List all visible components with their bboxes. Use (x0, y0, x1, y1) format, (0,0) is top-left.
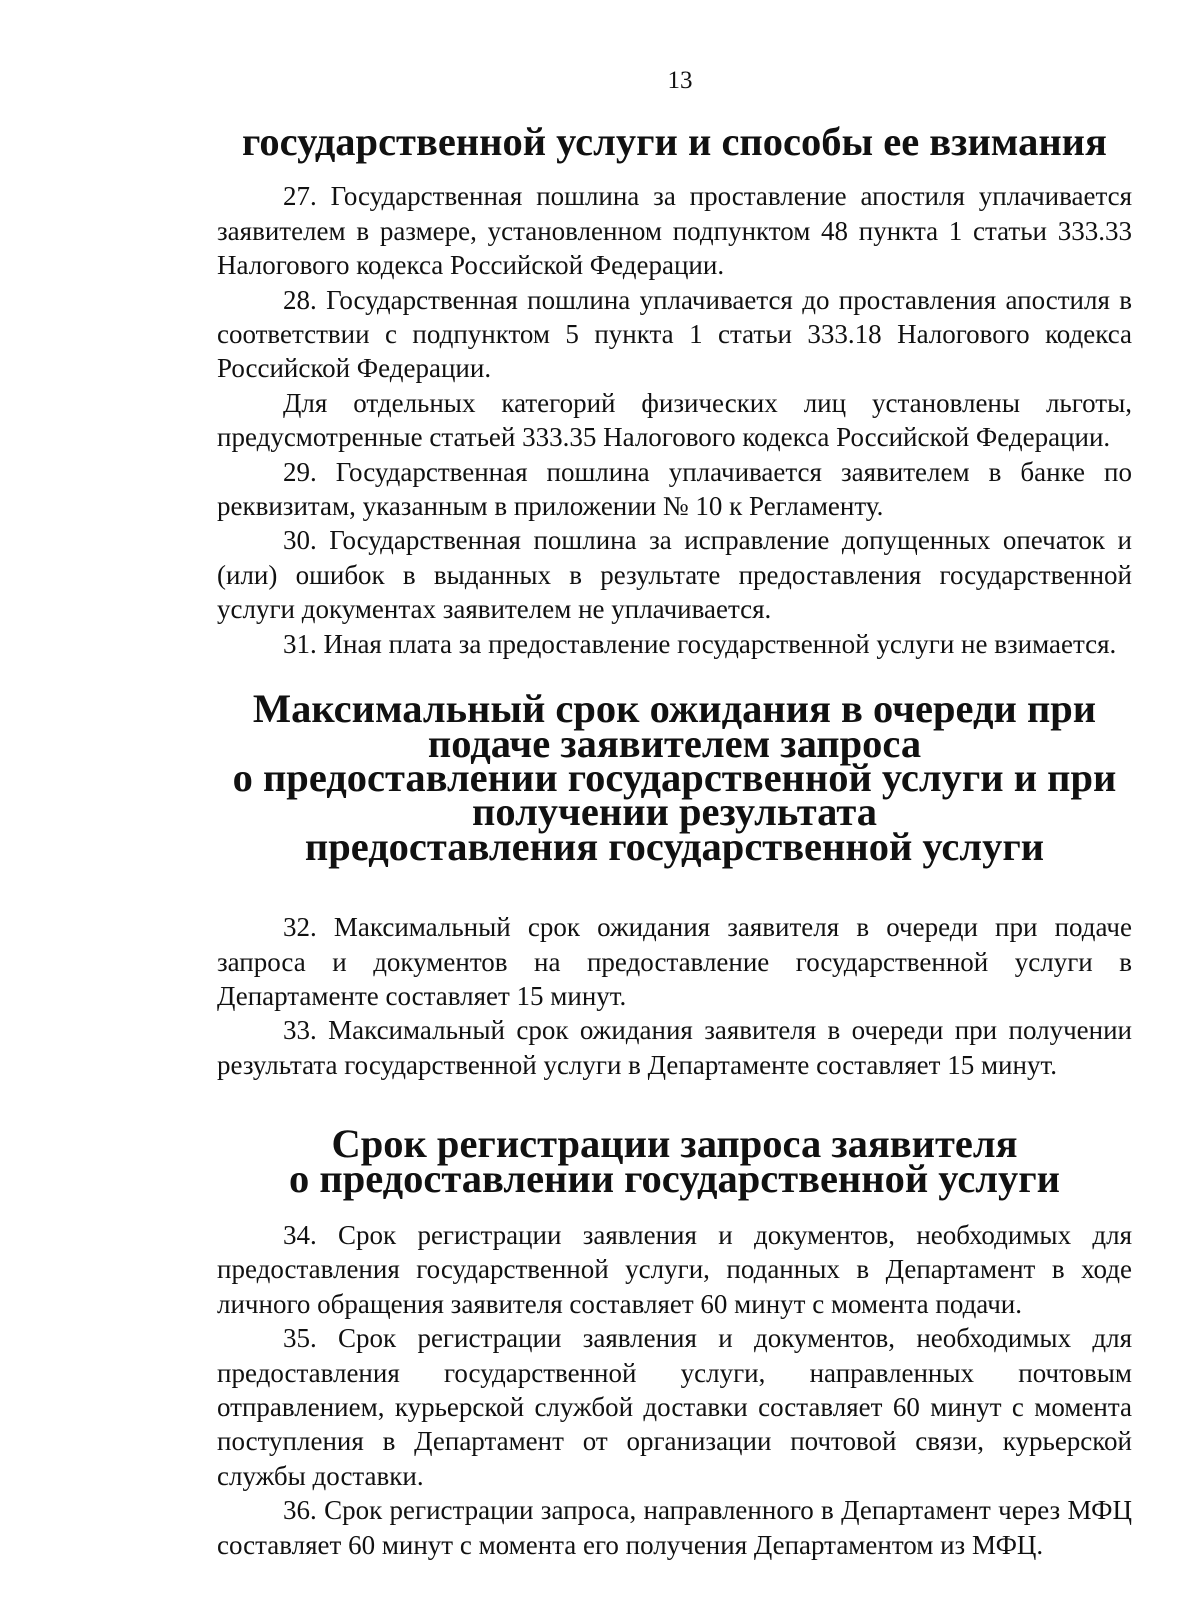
paragraph-31: 31. Иная плата за предоставление государственной услуги не взимается. (283, 628, 1117, 659)
heading-line: о предоставлении государственной услуги (288, 1155, 1060, 1201)
paragraph-34: 34. Срок регистрации заявления и документов, необходимых для предоставления государственной услуги, поданных в Департамент в ходе личного обращения заявителя составляет 60 минут с момента подачи. (217, 1219, 1132, 1319)
paragraph-32: 32. Максимальный срок ожидания заявителя в очереди при подаче запроса и документов на предоставление государственной услуги в Департаменте составляет 15 минут. (217, 912, 1132, 1011)
heading-line: Максимальный срок ожидания в очереди при подаче заявителем запроса (252, 686, 1097, 766)
document-body (217, 119, 1132, 1562)
heading-line: предоставления государственной услуги (304, 823, 1045, 869)
paragraph-33: 33. Максимальный срок ожидания заявителя в очереди при получении результата государственной услуги в Департаменте составляет 15 минут. (217, 1015, 1132, 1080)
paragraph-benefits: Для отдельных категорий физических лиц установлены льготы, предусмотренные статьей 333.35 Налогового кодекса Российской Федерации. (217, 387, 1132, 453)
section-heading-queue (217, 686, 1132, 869)
paragraph-30: 30. Государственная пошлина за исправление допущенных опечаток и (или) ошибок в выданных в результате предоставления государственной услуги документах заявителем не уплачивается. (217, 525, 1132, 625)
paragraph-27: 27. Государственная пошлина за проставление апостиля уплачивается заявителем в размере, установленном подпунктом 48 пункта 1 статьи 333.33 Налогового кодекса Российской Федерации. (217, 181, 1132, 281)
page-number: 13 (667, 67, 693, 94)
paragraph-29: 29. Государственная пошлина уплачивается заявителем в банке по реквизитам, указанным в приложении № 10 к Регламенту. (217, 456, 1132, 522)
heading-line: государственной услуги и способы ее взимания (242, 119, 1107, 164)
heading-line: Срок регистрации запроса заявителя (331, 1121, 1018, 1167)
paragraph-36: 36. Срок регистрации запроса, направленного в Департамент через МФЦ составляет 60 минут с момента его получения Департаментом из МФЦ. (217, 1495, 1132, 1560)
paragraph-28: 28. Государственная пошлина уплачивается до проставления апостиля в соответствии с подпунктом 5 пункта 1 статьи 333.18 Налогового кодекса Российской Федерации. (217, 284, 1132, 384)
section-heading-fee (217, 119, 1132, 164)
section-heading-registration (217, 1121, 1132, 1201)
heading-line: о предоставлении государственной услуги и при получении результата (232, 754, 1117, 835)
paragraph-35: 35. Срок регистрации заявления и документов, необходимых для предоставления государственной услуги, направленных почтовым отправлением, курьерской службой доставки составляет 60 минут с момента поступления в Департамент от организации почтовой связи, курьерской службы доставки. (217, 1323, 1132, 1491)
